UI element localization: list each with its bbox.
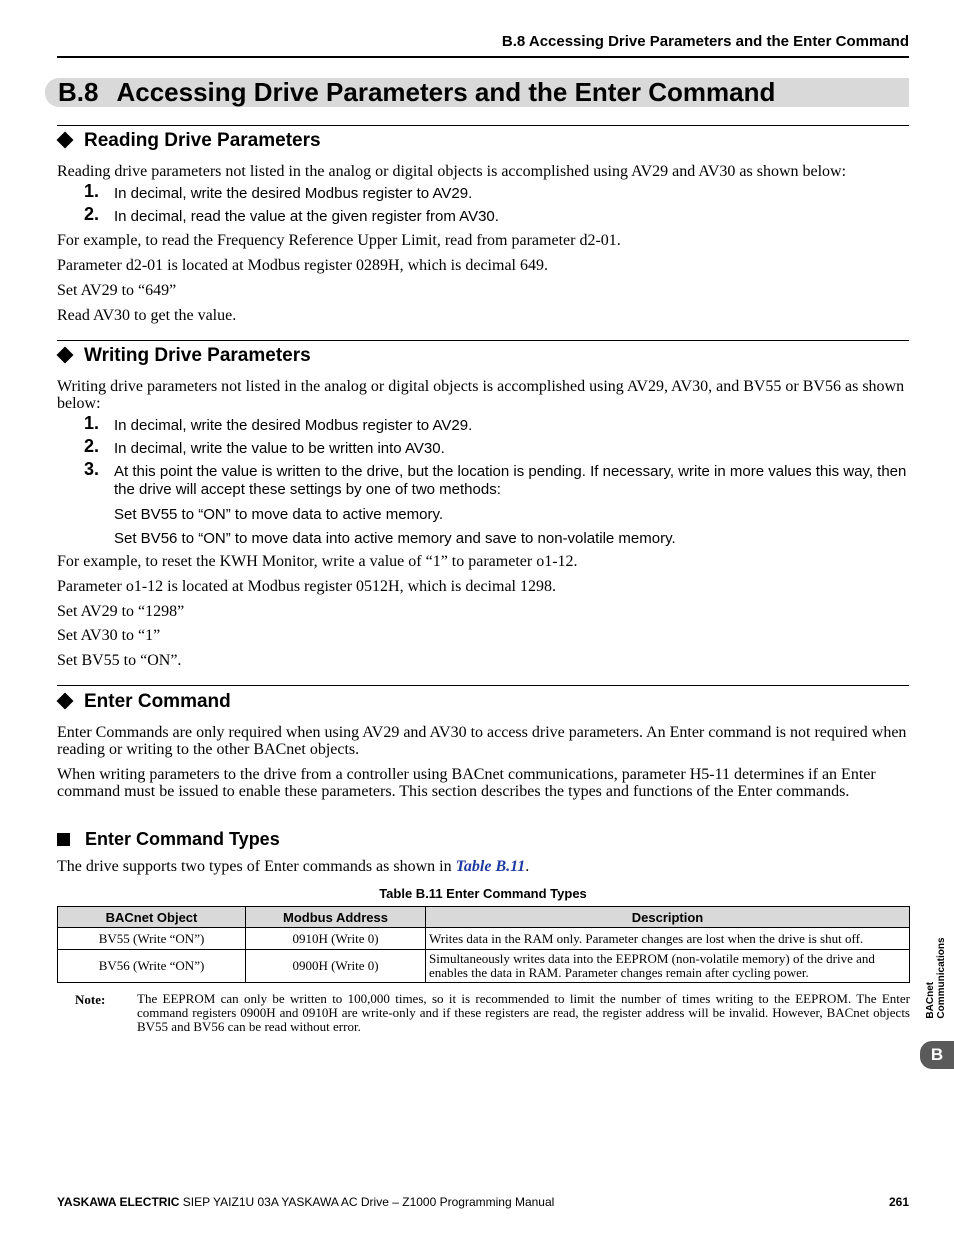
reading-intro: Reading drive parameters not listed in the analog or digital objects is accomplished using AV29 and AV30 as shown below: xyxy=(57,163,847,180)
writing-example-1: For example, to reset the KWH Monitor, write a value of “1” to parameter o1-12. xyxy=(57,553,578,570)
enter-types-heading xyxy=(57,828,280,850)
enter-types-intro xyxy=(57,858,909,875)
writing-intro: Writing drive parameters not listed in the analog or digital objects is accomplished using AV29, AV30, and BV55 or BV56 as shown below: xyxy=(57,378,905,412)
section-title xyxy=(58,78,775,107)
table-cell: BV56 (Write “ON”) xyxy=(58,950,246,983)
reading-example-4: Read AV30 to get the value. xyxy=(57,307,237,324)
note-text: The EEPROM can only be written to 100,000 times, so it is recommended to limit the number of times writing to the EEPROM. The Enter command registers 0900H and 0910H are write-only and if these registers are read, the register address will be invalid. However, BACnet objects BV55 and BV56 can be read without error. xyxy=(137,991,910,1034)
column-header: Modbus Address xyxy=(246,907,426,928)
writing-method-2: Set BV56 to “ON” to move data into active memory and save to non-volatile memory. xyxy=(114,530,676,547)
footer-brand: YASKAWA ELECTRIC xyxy=(57,1195,180,1209)
reading-example-2: Parameter d2-01 is located at Modbus register 0289H, which is decimal 649. xyxy=(57,257,548,274)
square-bullet-icon xyxy=(57,833,70,846)
writing-step-3 xyxy=(84,459,909,499)
diamond-bullet-icon xyxy=(57,346,74,363)
reading-heading xyxy=(57,130,321,152)
enter-heading xyxy=(57,691,231,713)
running-header: B.8 Accessing Drive Parameters and the Enter Command xyxy=(501,33,909,50)
side-chapter-label xyxy=(922,930,950,1025)
table-cell: Simultaneously writes data into the EEPROM (non-volatile memory) of the drive and enables the data in RAM. Parameter changes remain after cycling power. xyxy=(426,950,910,983)
header-rule xyxy=(57,56,909,58)
enter-paragraph-2: When writing parameters to the drive from a controller using BACnet communications, parameter H5-11 determines if an Enter command must be issued to enable these parameters. This section describes the types and functions of the Enter commands. xyxy=(57,766,876,800)
step-text: In decimal, write the desired Modbus register to AV29. xyxy=(114,417,473,434)
reading-example-1: For example, to read the Frequency Reference Upper Limit, read from parameter d2-01. xyxy=(57,232,621,249)
table-cell: BV55 (Write “ON”) xyxy=(58,928,246,950)
diamond-bullet-icon xyxy=(57,131,74,148)
table-row xyxy=(58,950,910,983)
step-number: 1. xyxy=(84,181,100,201)
writing-heading xyxy=(57,345,311,367)
enter-types-heading-text: Enter Command Types xyxy=(85,829,280,849)
enter-command-table xyxy=(57,906,910,983)
writing-heading-text: Writing Drive Parameters xyxy=(84,345,311,366)
step-text: At this point the value is written to the drive, but the location is pending. If necessary, write in more values this way, then the drive will accept these settings by one of two methods: xyxy=(114,463,907,498)
side-label-line-2: Communications xyxy=(936,936,947,1019)
writing-example-2: Parameter o1-12 is located at Modbus register 0512H, which is decimal 1298. xyxy=(57,578,556,595)
reading-step-1 xyxy=(84,181,909,203)
step-text: In decimal, read the value at the given register from AV30. xyxy=(114,208,499,225)
chapter-tab[interactable]: B xyxy=(920,1041,954,1069)
writing-rule xyxy=(57,340,909,341)
column-header: BACnet Object xyxy=(58,907,246,928)
enter-rule xyxy=(57,685,909,686)
footer xyxy=(57,1195,554,1209)
table-cell: 0900H (Write 0) xyxy=(246,950,426,983)
section-title-text: Accessing Drive Parameters and the Enter Command xyxy=(116,77,776,107)
footer-doc-title: SIEP YAIZ1U 03A YASKAWA AC Drive – Z1000 Programming Manual xyxy=(179,1195,555,1209)
step-number: 2. xyxy=(84,204,100,224)
table-cell: 0910H (Write 0) xyxy=(246,928,426,950)
enter-heading-text: Enter Command xyxy=(84,691,231,712)
reading-example-3: Set AV29 to “649” xyxy=(57,282,177,299)
table-row xyxy=(58,928,910,950)
step-text: In decimal, write the desired Modbus register to AV29. xyxy=(114,185,473,202)
step-text: In decimal, write the value to be written into AV30. xyxy=(114,440,445,457)
step-number: 3. xyxy=(84,459,100,479)
enter-paragraph-1: Enter Commands are only required when using AV29 and AV30 to access drive parameters. An Enter command is not required when reading or writing to the other BACnet objects. xyxy=(57,724,907,758)
table-b11-link[interactable]: Table B.11 xyxy=(455,858,526,875)
writing-example-3: Set AV29 to “1298” xyxy=(57,603,185,620)
diamond-bullet-icon xyxy=(57,692,74,709)
note-label: Note: xyxy=(75,992,106,1007)
table-cell: Writes data in the RAM only. Parameter changes are lost when the drive is shut off. xyxy=(426,928,910,950)
intro-text: The drive supports two types of Enter commands as shown in xyxy=(57,858,456,875)
intro-text-end: . xyxy=(525,858,530,875)
side-label-line-1: BACnet xyxy=(925,981,936,1019)
writing-step-1 xyxy=(84,413,909,435)
writing-method-1: Set BV55 to “ON” to move data to active memory. xyxy=(114,506,444,523)
step-number: 2. xyxy=(84,436,100,456)
table-header-row xyxy=(58,907,910,928)
step-number: 1. xyxy=(84,413,100,433)
reading-rule xyxy=(57,125,909,126)
section-number: B.8 xyxy=(58,77,99,107)
page-number: 261 xyxy=(888,1195,909,1209)
column-header: Description xyxy=(426,907,910,928)
reading-heading-text: Reading Drive Parameters xyxy=(84,130,321,151)
writing-step-2 xyxy=(84,436,909,458)
writing-example-5: Set BV55 to “ON”. xyxy=(57,652,182,669)
reading-step-2 xyxy=(84,204,909,226)
table-caption: Table B.11 Enter Command Types xyxy=(379,886,587,901)
writing-example-4: Set AV30 to “1” xyxy=(57,627,161,644)
